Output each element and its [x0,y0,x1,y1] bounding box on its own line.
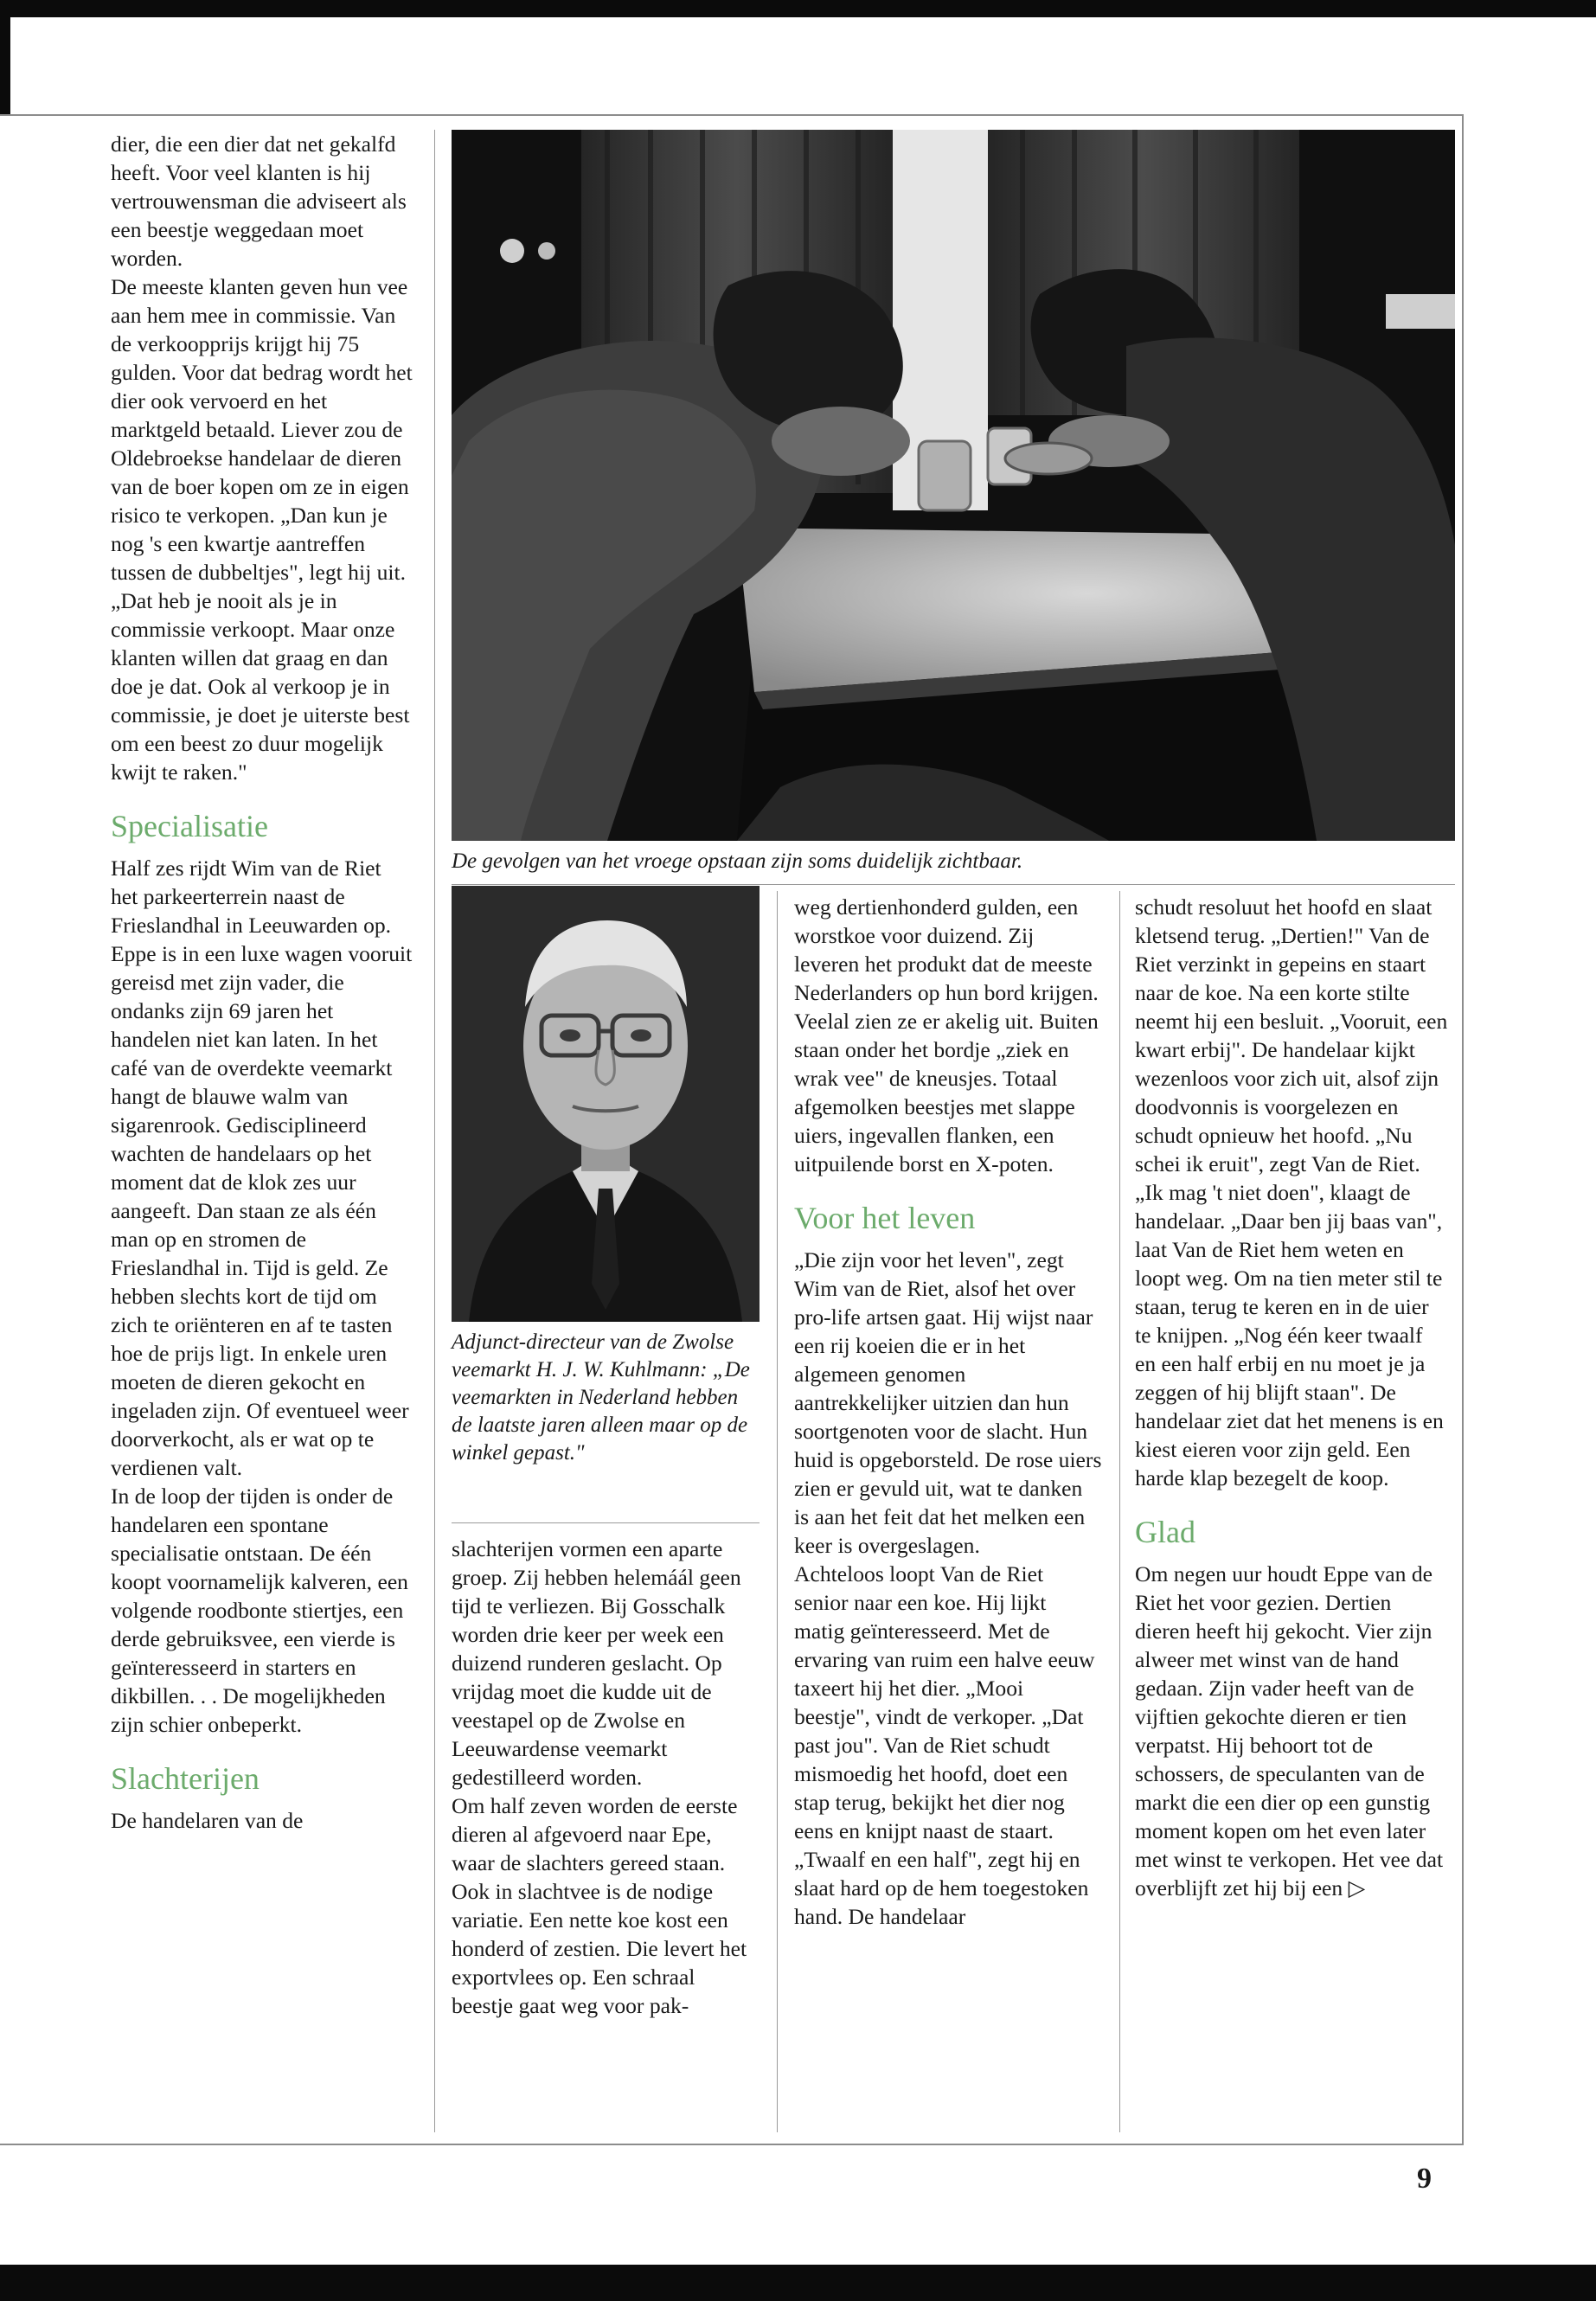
paragraph: Ook in slachtvee is de nodige variatie. Een nette koe kost een honderd of zestien. Die levert het exportvlees op. Een schraal beestje gaat weg voor pak- [452,1879,747,2018]
paragraph: In de loop der tijden is onder de handelaren een spontane specialisatie ontstaan. De één koopt voornamelijk kalveren, een volgende roodbonte stiertjes, een derde gebruiksvee, een vierde is geïnteresseerd in starters en dikbillen. . . De mogelijkheden zijn schier onbeperkt. [111,1484,408,1737]
column-rule-3 [1119,891,1120,2132]
portrait-caption: Adjunct-directeur van de Zwolse veemarkt H. J. W. Kuhlmann: „De veemarkten in Nederland hebben de laatste jaren alleen maar op de winkel gepast." [452,1330,750,1465]
paragraph: slachterijen vormen een aparte groep. Zij hebben helemáál geen tijd te verliezen. Bij Gosschalk worden drie keer per week een duizend runderen geslacht. Op vrijdag moet die kudde uit de veestapel op de Zwolse en Leeuwardense veemarkt gedestilleerd worden. [452,1536,741,1790]
article-column-4 [1135,893,1448,1902]
bottom-black-border [0,2265,1596,2301]
subheading-specialisatie: Specialisatie [111,809,268,843]
top-margin [0,17,1596,114]
photo-caption: De gevolgen van het vroege opstaan zijn soms duidelijk zichtbaar. [452,849,1023,873]
subheading-glad: Glad [1135,1515,1195,1549]
portrait-image [452,886,760,1322]
column-rule-1 [434,130,435,2132]
paragraph: „Die zijn voor het leven", zegt Wim van de Riet, alsof het over pro-life artsen gaat. Hij wijst naar een rij koeien die er in het algemeen genomen aantrekkelijker uitzien dan hun soortgenoten voor de slacht. Hun huid is opgeborsteld. De rose uiers zien er gevuld uit, wat te danken is aan het feit dat het melken een keer is overgeslagen. [794,1247,1102,1558]
paragraph: Achteloos loopt Van de Riet senior naar een koe. Hij lijkt matig geïnteresseerd. Met de ervaring van ruim een halve eeuw taxeert hij het dier. „Mooi beestje", vindt de verkoper. „Dat past jou". Van de Riet schudt mismoedig het hoofd, doet een stap terug, bekijkt het dier nog eens en knijpt naast de staart. „Twaalf en een half", zegt hij en slaat hard op de hem toegestoken hand. De handelaar [794,1561,1095,1929]
paragraph: Om negen uur houdt Eppe van de Riet het voor gezien. Dertien dieren heeft hij gekocht. Vier zijn alweer met winst van de hand gedaan. Zijn vader heeft van de vijftien gekochte dieren er tien verpatst. Hij behoort tot de schossers, de speculanten van de markt die een dier op een gunstig moment kopen om het even later met winst te verkopen. Het vee dat overblijft zet hij bij een ▷ [1135,1561,1444,1900]
article-column-3 [794,893,1102,1931]
top-black-border [0,0,1596,17]
page-bottom-rule [0,2144,1464,2145]
paragraph: schudt resoluut het hoofd en slaat kletsend terug. „Dertien!" Van de Riet verzinkt in gepeins en staart naar de koe. Na een korte stilte neemt hij een besluit. „Vooruit, een kwart erbij". De handelaar kijkt wezenloos voor zich uit, alsof zijn doodvonnis is voorgelezen en schudt opnieuw het hoofd. „Nu schei ik eruit", zegt Van de Riet. „Ik mag 't niet doen", klaagt de handelaar. „Daar ben jij baas van", laat Van de Riet hem weten en loopt weg. Om na tien meter stil te staan, terug te keren en in de uier te knijpen. „Nog één keer twaalf en een half erbij en nu moet je ja zeggen of hij blijft staan". De handelaar ziet dat het menens is en kiest eieren voor zijn geld. Een harde klap bezegelt de koop. [1135,894,1448,1490]
paragraph: dier, die een dier dat net gekalfd heeft. Voor veel klanten is hij vertrouwensman die adviseert als een beestje weggedaan moet worden. [111,131,407,271]
column-rule-2 [777,891,778,2132]
portrait-caption-rule [452,1522,760,1523]
page-number: 9 [1417,2163,1432,2195]
paragraph: Om half zeven worden de eerste dieren al afgevoerd naar Epe, waar de slachters gereed staan. [452,1793,738,1875]
article-column-2 [452,1535,760,2020]
subheading-voor-het-leven: Voor het leven [794,1201,976,1235]
page-top-rule [0,114,1464,116]
caption-rule [452,884,1455,885]
article-column-1 [111,130,413,1835]
paragraph: De meeste klanten geven hun vee aan hem mee in commissie. Van de verkoopprijs krijgt hij 75 gulden. Voor dat bedrag wordt het dier ook vervoerd en het marktgeld betaald. Liever zou de Oldebroekse handelaar de dieren van de boer kopen om ze in eigen risico te verkopen. „Dan kun je nog 's een kwartje aantreffen tussen de dubbeltjes", legt hij uit. „Dat heb je nooit als je in commissie verkoopt. Maar onze klanten willen dat graag en dan doe je dat. Ook al verkoop je in commissie, je doet je uiterste best om een beest zo duur mogelijk kwijt te raken." [111,274,413,785]
paragraph: weg dertienhonderd gulden, een worstkoe voor duizend. Zij leveren het produkt dat de meeste Nederlanders op hun bord krijgen. Veelal zien ze er akelig uit. Buiten staan onder het bordje „ziek en wrak vee" de kneusjes. Totaal afgemolken beestjes met slappe uiers, ingevallen flanken, een uitpuilende borst en X-poten. [794,894,1099,1176]
photo-sleeping-men [452,130,1455,841]
photo-sleeping-men-image [452,130,1455,841]
left-scan-edge [0,17,10,114]
paragraph: De handelaren van de [111,1808,304,1833]
page-right-rule [1462,114,1464,2145]
paragraph: Half zes rijdt Wim van de Riet het parkeerterrein naast de Frieslandhal in Leeuwarden op. Eppe is in een luxe wagen vooruit gereisd met zijn vader, die ondanks zijn 69 jaren het handelen niet kan laten. In het café van de overdekte veemarkt hangt de blauwe walm van sigarenrook. Gedisciplineerd wachten de handelaars op het moment dat de klok zes uur aangeeft. Dan staan ze als één man op en stromen de Frieslandhal in. Tijd is geld. Ze hebben slechts kort de tijd om zich te oriënteren en af te tasten hoe de prijs ligt. In enkele uren moeten de dieren gekocht en ingeladen zijn. Of eventueel weer doorverkocht, als er wat op te verdienen valt. [111,856,413,1480]
subheading-slachterijen: Slachterijen [111,1761,260,1796]
photo-portrait-kuhlmann [452,886,760,1322]
